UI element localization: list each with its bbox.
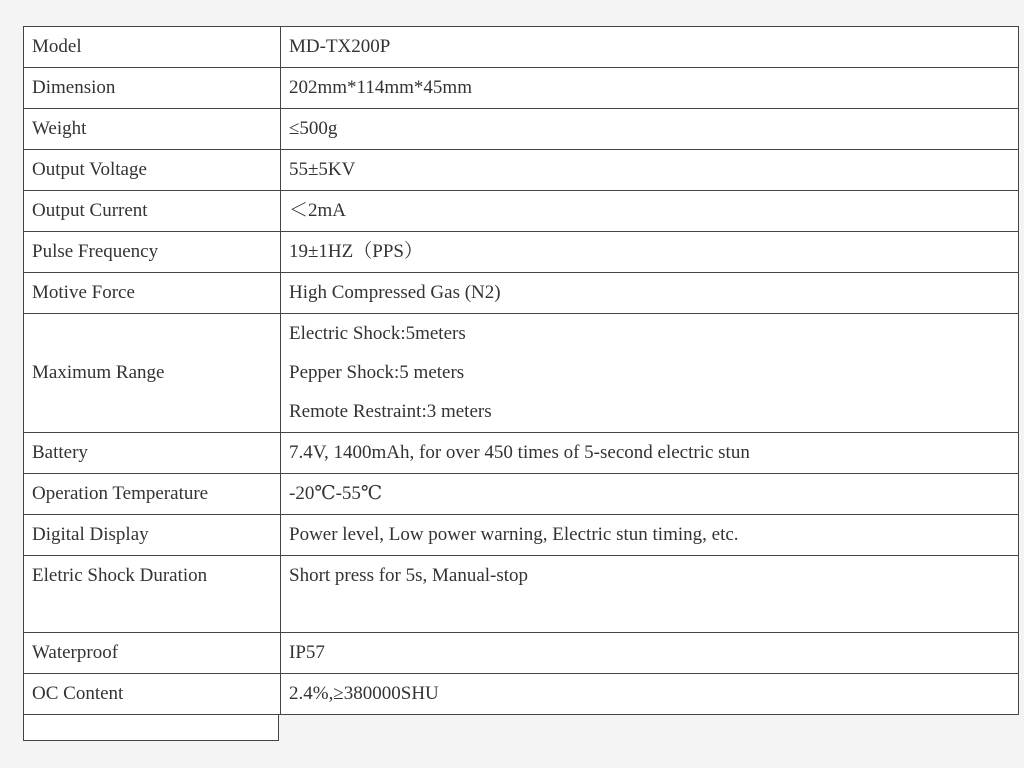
spec-value: 19±1HZ（PPS）	[281, 232, 1019, 273]
spec-label: Maximum Range	[24, 314, 281, 433]
spec-value: MD-TX200P	[281, 27, 1019, 68]
table-row	[24, 68, 1019, 109]
spec-value-multiline	[281, 314, 1019, 433]
spec-label: Pulse Frequency	[24, 232, 281, 273]
spec-value: Short press for 5s, Manual-stop	[281, 556, 1019, 633]
table-row	[24, 109, 1019, 150]
table-row	[24, 150, 1019, 191]
empty-table-cell	[23, 714, 279, 741]
spec-value: IP57	[281, 633, 1019, 674]
range-line: Pepper Shock:5 meters	[289, 362, 465, 383]
spec-value: 55±5KV	[281, 150, 1019, 191]
spec-label: Eletric Shock Duration	[24, 556, 281, 633]
spec-label: Weight	[24, 109, 281, 150]
spec-label: Model	[24, 27, 281, 68]
spec-label: OC Content	[24, 674, 281, 715]
table-row	[24, 191, 1019, 232]
table-row-maximum-range	[24, 314, 1019, 433]
spec-value: 7.4V, 1400mAh, for over 450 times of 5-second electric stun	[281, 433, 1019, 474]
range-line: Remote Restraint:3 meters	[289, 401, 492, 422]
spec-value: -20℃-55℃	[281, 474, 1019, 515]
spec-sheet	[23, 26, 1019, 715]
spec-value: High Compressed Gas (N2)	[281, 273, 1019, 314]
spec-label: Output Voltage	[24, 150, 281, 191]
spec-label: Motive Force	[24, 273, 281, 314]
table-row	[24, 474, 1019, 515]
table-row	[24, 433, 1019, 474]
spec-value: 202mm*114mm*45mm	[281, 68, 1019, 109]
spec-label: Dimension	[24, 68, 281, 109]
spec-value: Power level, Low power warning, Electric stun timing, etc.	[281, 515, 1019, 556]
table-row	[24, 232, 1019, 273]
spec-value: 2.4%,≥380000SHU	[281, 674, 1019, 715]
range-line: Electric Shock:5meters	[289, 323, 466, 344]
table-row	[24, 515, 1019, 556]
spec-value: ＜2mA	[281, 191, 1019, 232]
spec-label: Waterproof	[24, 633, 281, 674]
table-row	[24, 273, 1019, 314]
table-row	[24, 674, 1019, 715]
table-row	[24, 27, 1019, 68]
spec-label: Output Current	[24, 191, 281, 232]
spec-label: Operation Temperature	[24, 474, 281, 515]
spec-label: Digital Display	[24, 515, 281, 556]
table-row-shock-duration	[24, 556, 1019, 633]
spec-label: Battery	[24, 433, 281, 474]
spec-table	[23, 26, 1019, 715]
spec-value: ≤500g	[281, 109, 1019, 150]
table-row	[24, 633, 1019, 674]
